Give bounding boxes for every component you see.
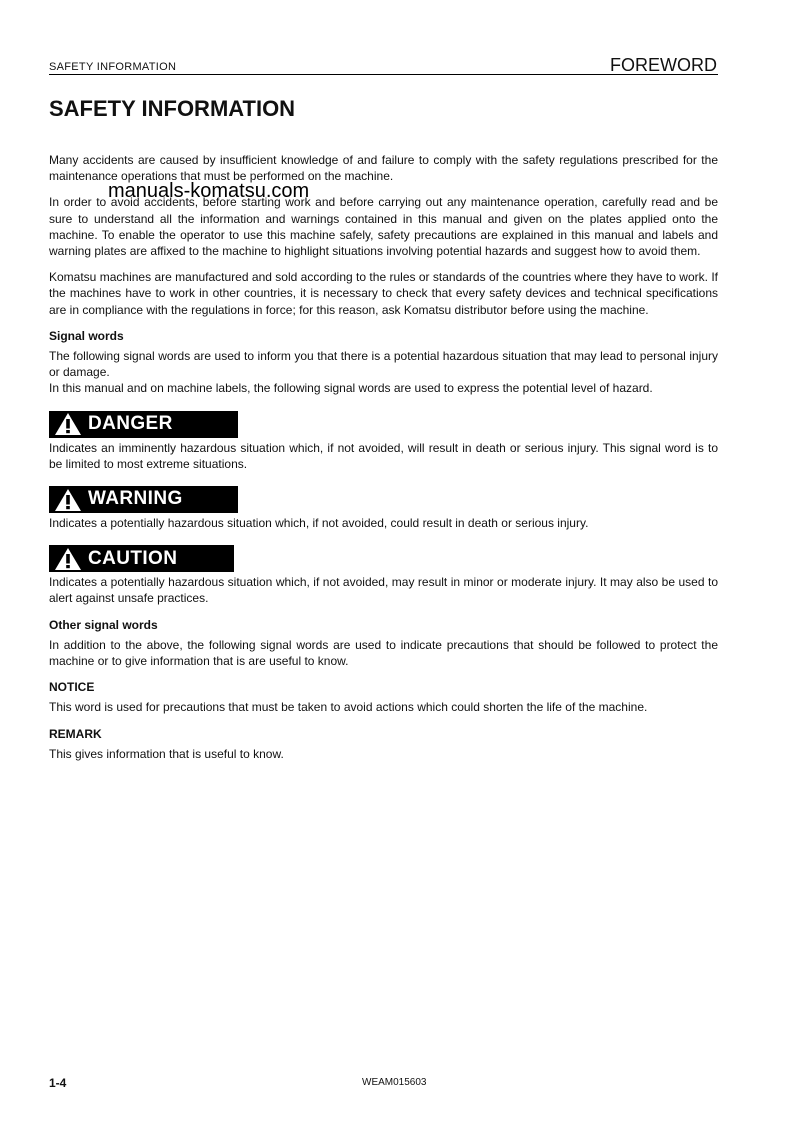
other-signal-words-heading: Other signal words	[49, 617, 158, 632]
danger-signal-label	[49, 411, 238, 438]
caution-label: CAUTION	[88, 547, 178, 569]
header-divider	[49, 74, 718, 75]
caution-description: Indicates a potentially hazardous situation which, if not avoided, may result in minor or moderate injury. It may also be used to alert against unsafe practices.	[49, 575, 718, 606]
signal-words-text-2: In this manual and on machine labels, the following signal words are used to express the potential level of hazard.	[49, 381, 653, 396]
danger-label: DANGER	[88, 413, 173, 435]
other-signal-words-text: In addition to the above, the following signal words are used to indicate precautions that should be followed to protect the machine or to give information that is are useful to know.	[49, 637, 718, 669]
document-code: WEAM015603	[362, 1077, 427, 1088]
intro-paragraph-2: In order to avoid accidents, before starting work and before carrying out any maintenance operation, carefully read and be sure to understand all the information and warnings contained in this manual and given on the plates applied onto the machine. To enable the operator to use this machine safely, safety precautions are explained in this manual and labels and warning plates are affixed to the machine to highlight situations involving potential hazards and suggest how to avoid them.	[49, 195, 718, 259]
warning-signal-label	[49, 486, 238, 513]
running-header-chapter: FOREWORD	[610, 55, 717, 75]
page-title: SAFETY INFORMATION	[49, 96, 296, 121]
remark-heading: REMARK	[49, 726, 102, 741]
warning-label: WARNING	[88, 488, 183, 510]
watermark: manuals-komatsu.com	[108, 180, 310, 202]
notice-heading: NOTICE	[49, 680, 95, 695]
danger-description: Indicates an imminently hazardous situation which, if not avoided, will result in death or serious injury. This signal word is to be limited to most extreme situations.	[49, 440, 718, 471]
signal-words-heading: Signal words	[49, 328, 124, 343]
caution-signal-label	[49, 545, 234, 572]
page-number: 1-4	[49, 1076, 67, 1090]
intro-paragraph-3: Komatsu machines are manufactured and sold according to the rules or standards of the countries where they have to work. If the machines have to work in other countries, it is necessary to check that every safety devices and technical specifications are in compliance with the regulations in force; for this reason, ask Komatsu distributor before using the machine.	[49, 270, 718, 317]
warning-triangle-icon	[54, 547, 82, 571]
warning-triangle-icon	[54, 488, 82, 512]
running-header-section: SAFETY INFORMATION	[49, 61, 177, 73]
warning-description: Indicates a potentially hazardous situation which, if not avoided, could result in death or serious injury.	[49, 516, 589, 531]
intro-paragraph-1: Many accidents are caused by insufficient knowledge of and failure to comply with the safety regulations prescribed for the maintenance operations that must be performed on the machine.	[49, 153, 718, 184]
remark-text: This gives information that is useful to know.	[49, 746, 284, 761]
warning-triangle-icon	[54, 412, 82, 436]
main-content	[49, 152, 718, 762]
notice-text: This word is used for precautions that must be taken to avoid actions which could shorten the life of the machine.	[49, 700, 648, 715]
signal-words-text-1: The following signal words are used to inform you that there is a potential hazardous situation that may lead to personal injury or damage.	[49, 349, 718, 380]
